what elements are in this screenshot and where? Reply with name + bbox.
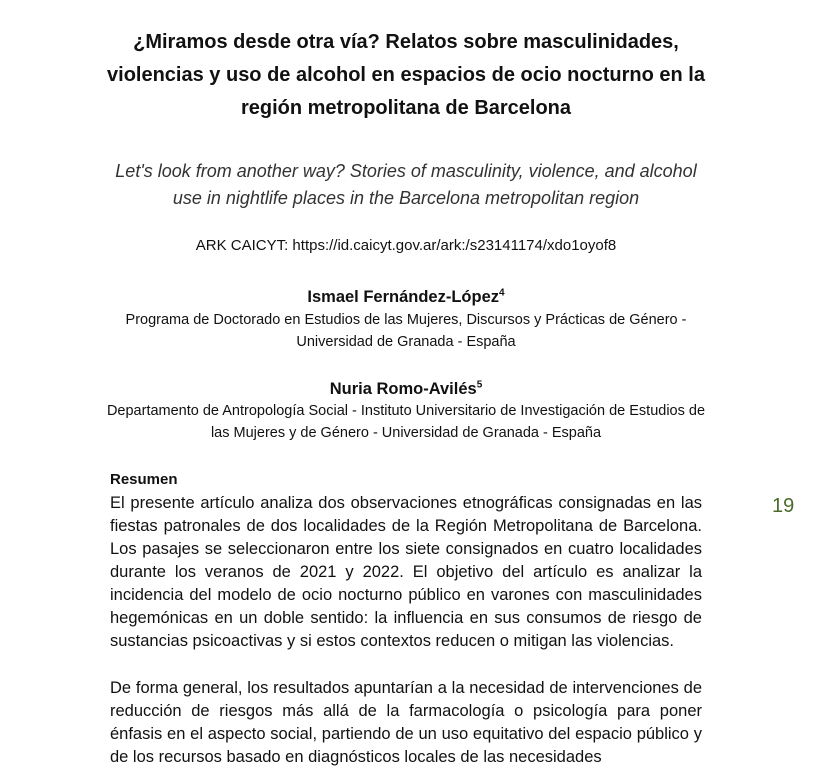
author-name-text: Ismael Fernández-López [307, 288, 500, 306]
author-name-1 [100, 286, 712, 308]
page-number: 19 [772, 495, 795, 517]
abstract-paragraph-1: El presente artículo analiza dos observaciones etnográficas consignadas en las fiestas patronales de dos localidades de la Región Metropolitana de Barcelona. Los pasajes se seleccionaron entre los siete consignados en cuatro localidades durante los veranos de 2021 y 2022. El objetivo del artículo es analizar la incidencia del modelo de ocio nocturno público en varones con masculinidades hegemónicas en un doble sentido: la influencia en sus consumos de riesgo de sustancias psicoactivas y si estos contextos reducen o mitigan las violencias. [110, 494, 702, 650]
author-affiliation-1: Programa de Doctorado en Estudios de las Mujeres, Discursos y Prácticas de Género - Universidad de Granada - España [125, 312, 687, 350]
author-footnote-marker[interactable]: 5 [476, 379, 483, 391]
author-affiliation-2: Departamento de Antropología Social - Instituto Universitario de Investigación de Estudios de las Mujeres y de Género - Universidad de Granada - España [106, 403, 706, 441]
author-name-text: Nuria Romo-Avilés [329, 380, 477, 398]
ark-identifier: ARK CAICYT: https://id.caicyt.gov.ar/ark:/s23141174/xdo1oyof8 [195, 237, 617, 254]
author-footnote-marker[interactable]: 4 [499, 287, 505, 299]
abstract-paragraph-2: De forma general, los resultados apuntarían a la necesidad de intervenciones de reducción de riesgos más allá de la farmacología o psicología para poner énfasis en el aspecto social, partiendo de un uso equitativo del espacio público y de los recursos basado en diagnósticos locales de las necesidades [110, 679, 702, 766]
article-title: ¿Miramos desde otra vía? Relatos sobre masculinidades, violencias y uso de alcohol en espacios de ocio nocturno en la región metropolitana de Barcelona [107, 31, 705, 119]
article-subtitle-english: Let's look from another way? Stories of masculinity, violence, and alcohol use in nightlife places in the Barcelona metropolitan region [115, 161, 697, 208]
abstract-heading: Resumen [110, 471, 178, 488]
author-name-2 [100, 378, 712, 400]
